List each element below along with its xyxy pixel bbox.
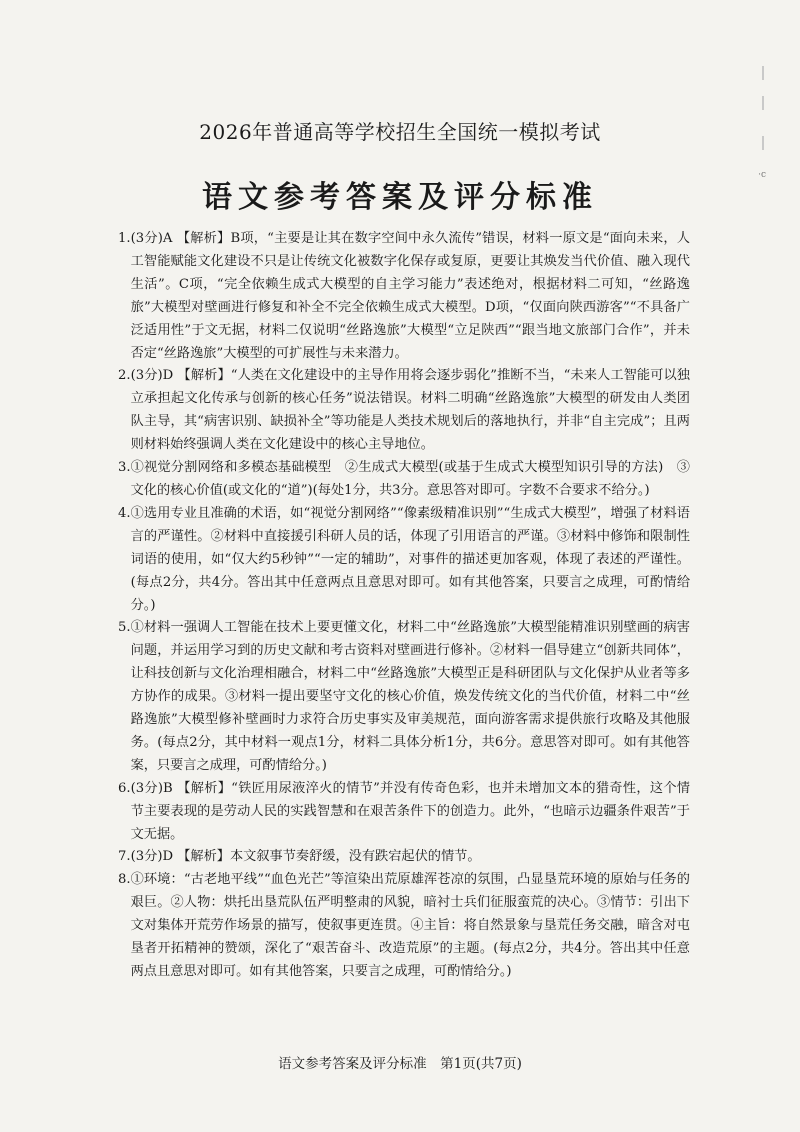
answer-number: 8. [118, 872, 131, 888]
answer-text: ①材料一强调人工智能在技术上要更懂文化，材料二中“丝路逸旅”大模型能精准识别壁画的病害问题，并运用学习到的历史文献和考古资料对壁画进行修补。②材料一倡导建立“创新共同体”，让科技创新与文化治理相融合，材料二中“丝路逸旅”大模型正是科研团队与文化保护从业者等多方协作的成果。③材料一提出要坚守文化的核心价值，焕发传统文化的当代价值，材料二中“丝路逸旅”大模型修补壁画时力求符合历史事实及审美规范，面向游客需求提供旅行攻略及其他服务。(每点2分，其中材料一观点1分，材料二具体分析1分，共6分。意思答对即可。如有其他答案，只要言之成理，可酌情给分。) [130, 620, 690, 773]
corner-mark: ·c [758, 170, 766, 180]
answer-number: 3. [118, 460, 131, 476]
exam-title: 2026年普通高等学校招生全国统一模拟考试 [199, 120, 601, 144]
answer-text: ①环境：“古老地平线”“血色光芒”等渲染出荒原雄浑苍凉的氛围，凸显垦荒环境的原始与任务的艰巨。②人物：烘托出垦荒队伍严明整肃的风貌，暗衬士兵们征服蛮荒的决心。③情节：引出下文对集体开荒劳作场景的描写，使叙事更连贯。④主旨：将自然景象与垦荒任务交融，暗含对屯垦者开拓精神的赞颂，深化了“艰苦奋斗、改造荒原”的主题。(每点2分，共4分。答出其中任意两点且意思对即可。如有其他答案，只要言之成理，可酌情给分。) [130, 872, 690, 979]
answer-text: ①选用专业且准确的术语，如“视觉分割网络”“像素级精准识别”“生成式大模型”，增强了材料语言的严谨性。②材料中直接援引科研人员的话，体现了引用语言的严谨。③材料中修饰和限制性词语的使用，如“仅大约5秒钟”“一定的辅助”，对事件的描述更加客观，体现了表述的严谨性。(每点2分，共4分。答出其中任意两点且意思对即可。如有其他答案，只要言之成理，可酌情给分。) [130, 505, 690, 613]
answer-number: 5. [118, 620, 131, 636]
answer-item [118, 869, 690, 984]
answer-number: 4. [118, 505, 131, 521]
answer-text: (3分)D 【解析】本文叙事节奏舒缓，没有跌宕起伏的情节。 [130, 849, 481, 865]
answer-text: (3分)B 【解析】“铁匠用尿液淬火的情节”并没有传奇色彩，也并未增加文本的猎奇性，这个情节主要表现的是劳动人民的实践智慧和在艰苦条件下的创造力。此外，“也暗示边疆条件艰苦”于文无据。 [130, 780, 690, 842]
answer-number: 2. [118, 368, 131, 384]
answer-list [118, 228, 690, 984]
answer-item [118, 457, 690, 503]
page-title: 语文参考答案及评分标准 [202, 180, 598, 215]
answer-item [118, 846, 690, 869]
answer-item [118, 228, 690, 365]
answer-number: 7. [118, 849, 131, 865]
scan-mark [762, 96, 764, 110]
answer-text: (3分)A 【解析】B项，“主要是让其在数字空间中永久流传”错误，材料一原文是“面向未来，人工智能赋能文化建设不只是让传统文化被数字化保存或复原，更要让其焕发当代价值、融入现代生活”。C项，“完全依赖生成式大模型的自主学习能力”表述绝对，根据材料二可知，“丝路逸旅”大模型对壁画进行修复和补全不完全依赖生成式大模型。D项，“仅面向陕西游客”“不具备广泛适用性”于文无据，材料二仅说明“丝路逸旅”大模型“立足陕西”“跟当地文旅部门合作”，并未否定“丝路逸旅”大模型的可扩展性与未来潜力。 [130, 231, 690, 361]
answer-item [118, 617, 690, 777]
page-footer: 语文参考答案及评分标准 第1页(共7页) [278, 1056, 522, 1072]
answer-item [118, 778, 690, 847]
answer-item [118, 365, 690, 457]
answer-number: 1. [118, 231, 131, 246]
answer-number: 6. [118, 780, 131, 796]
scan-mark [762, 66, 764, 80]
answer-item [118, 503, 690, 618]
answer-text: (3分)D 【解析】“人类在文化建设中的主导作用将会逐步弱化”推断不当，“未来人工智能可以独立承担起文化传承与创新的核心任务”说法错误。材料二明确“丝路逸旅”大模型的研发由人类团队主导，其“病害识别、缺损补全”等功能是人类技术规划后的落地执行，并非“自主完成”；且两则材料始终强调人类在文化建设中的核心主导地位。 [130, 368, 690, 453]
answer-text: ①视觉分割网络和多模态基础模型 ②生成式大模型(或基于生成式大模型知识引导的方法) ③文化的核心价值(或文化的“道”)(每处1分，共3分。意思答对即可。字数不合要求不给分。) [130, 460, 690, 498]
